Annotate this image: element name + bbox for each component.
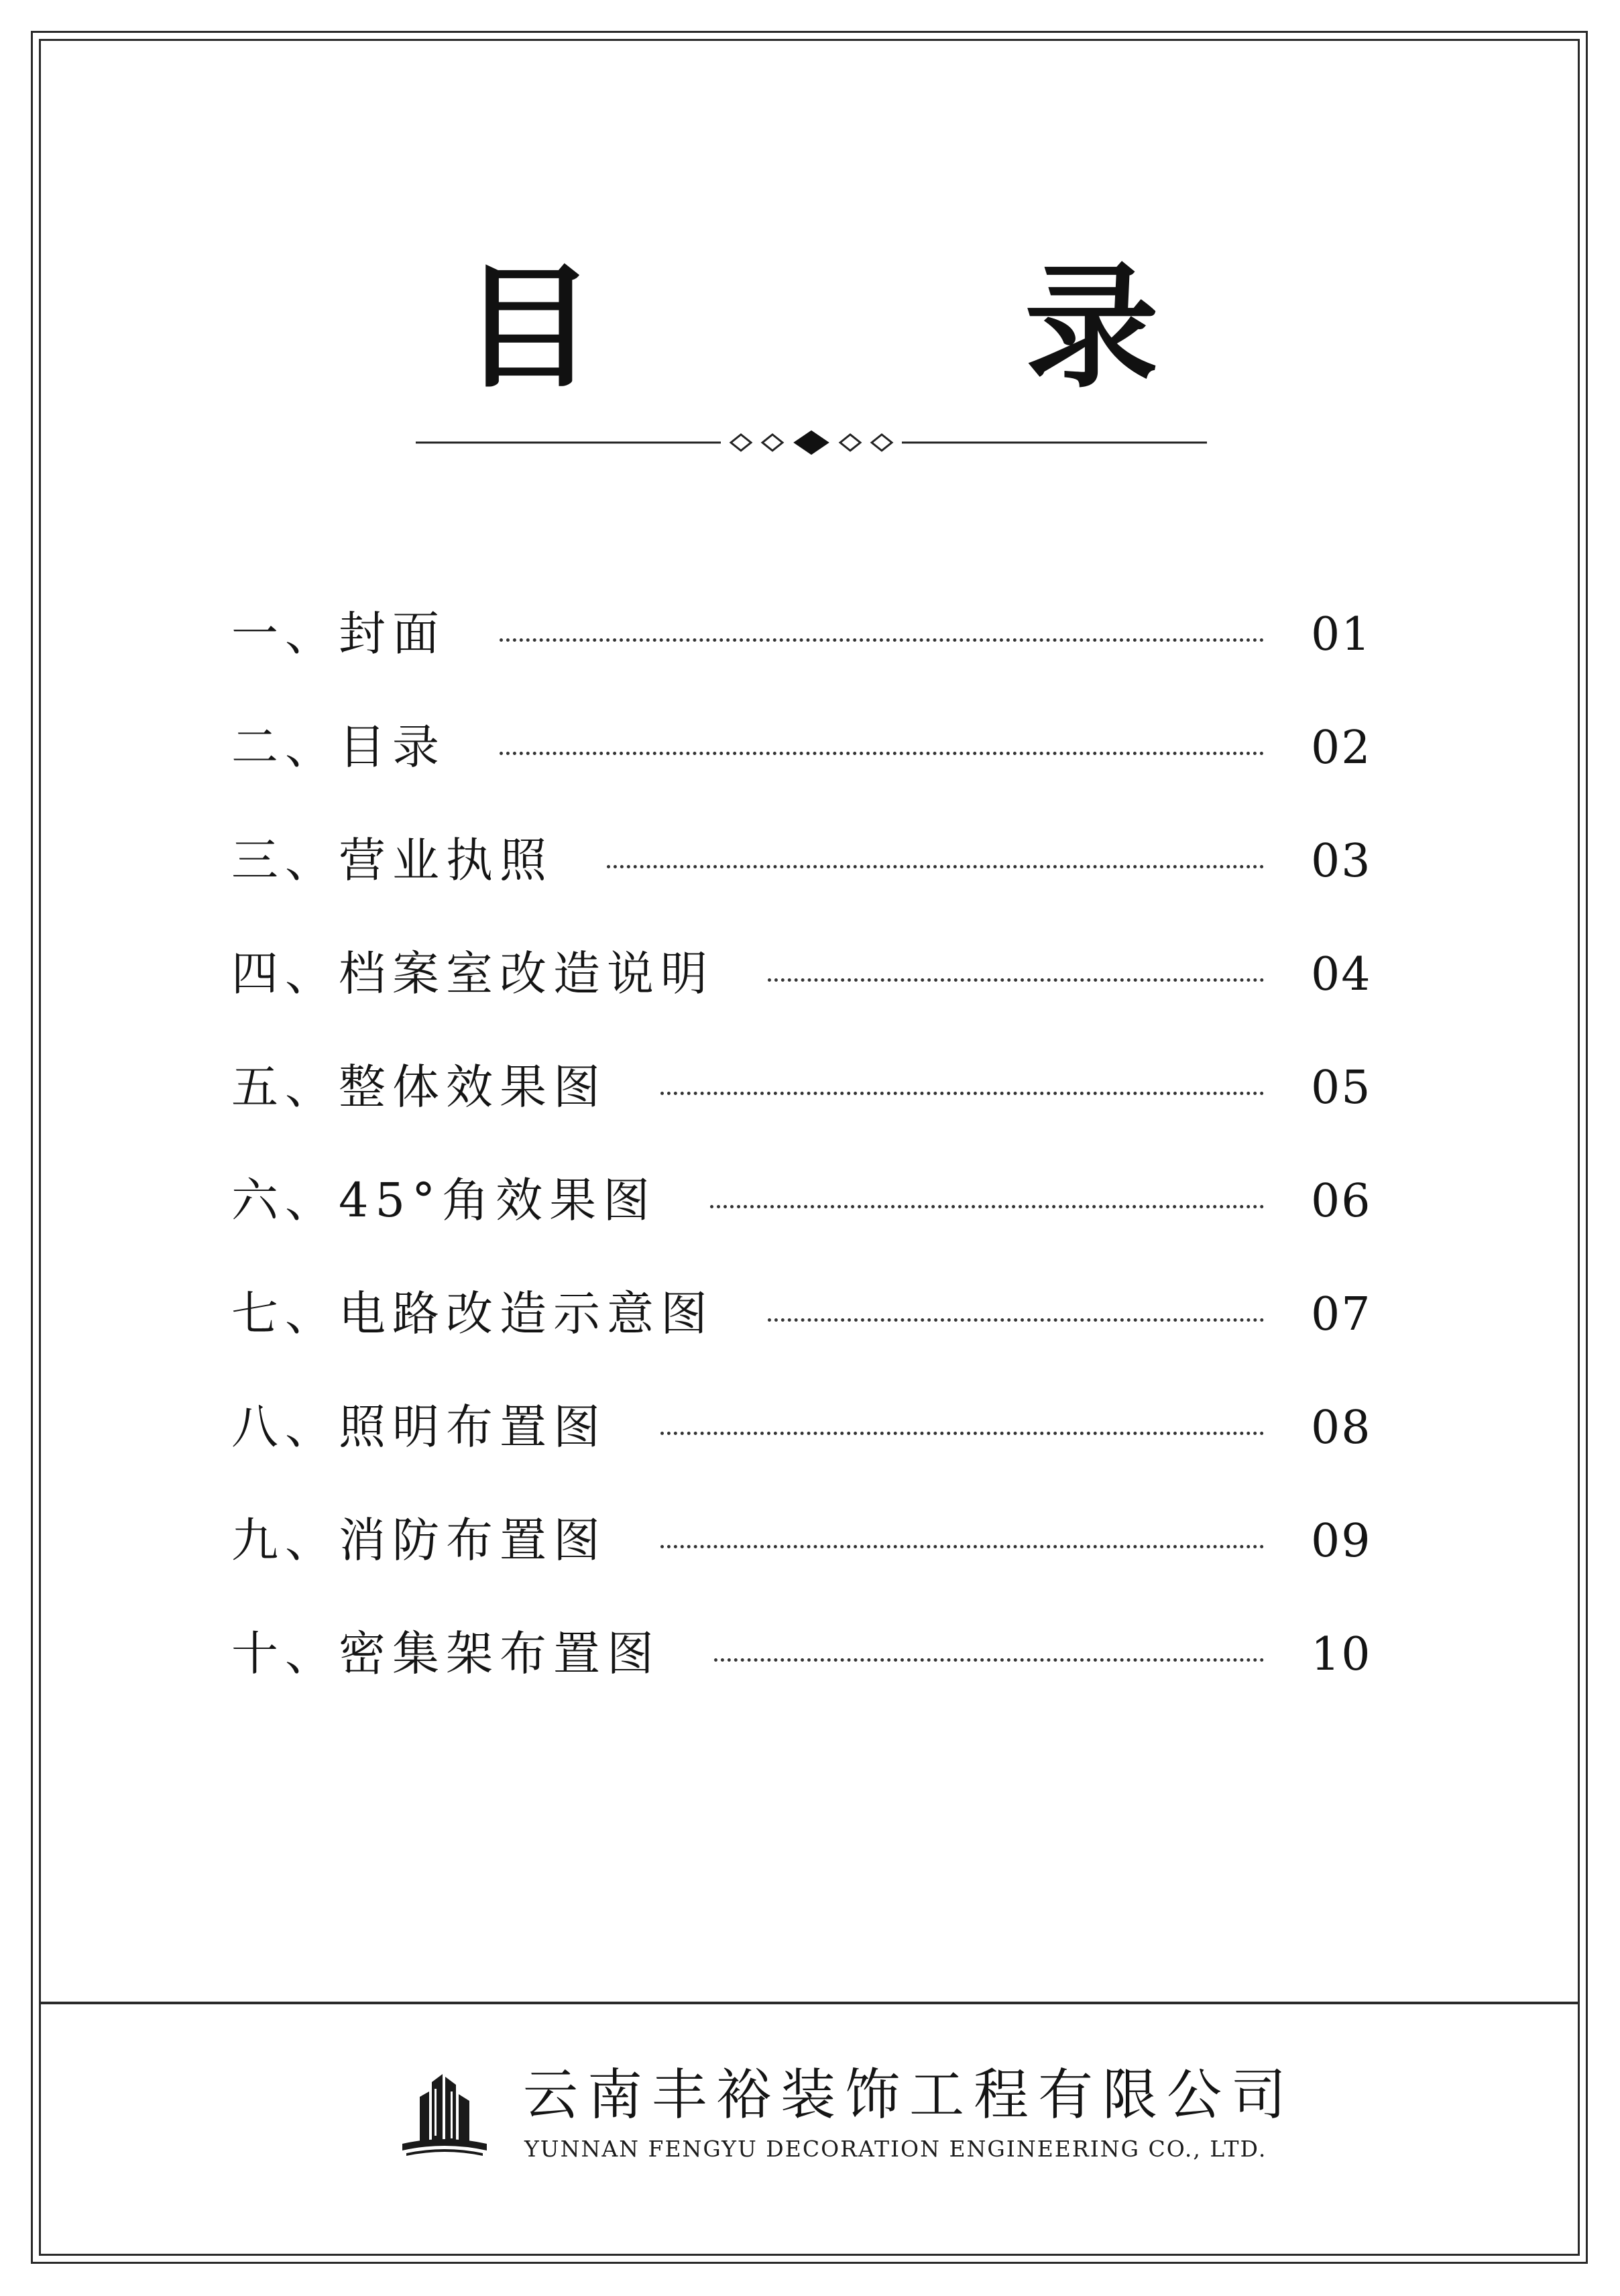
company-name-chinese: 云南丰裕装饰工程有限公司 [523, 2063, 1296, 2127]
toc-leader-dots [660, 1432, 1264, 1435]
toc-leader-dots [660, 1092, 1264, 1095]
toc-leader-dots [710, 1205, 1264, 1208]
toc-entry-page: 08 [1311, 1401, 1372, 1454]
toc-entry[interactable] [231, 1280, 1371, 1393]
toc-entry-label: 三、营业执照 [231, 833, 553, 888]
toc-entry-label: 二、目录 [231, 720, 446, 774]
toc-entry[interactable] [231, 600, 1371, 713]
toc-entry[interactable] [231, 1393, 1371, 1507]
toc-leader-dots [500, 638, 1264, 642]
ornament-divider [416, 429, 1207, 456]
toc-entry-page: 07 [1311, 1288, 1372, 1341]
toc-leader-dots [660, 1545, 1264, 1548]
table-of-contents [231, 600, 1371, 1733]
toc-entry-page: 04 [1311, 948, 1372, 1001]
toc-entry-label: 五、整体效果图 [231, 1059, 607, 1114]
page-title: 目 录 [461, 250, 1306, 406]
toc-entry-page: 03 [1311, 835, 1372, 888]
toc-entry-page: 01 [1311, 608, 1372, 661]
toc-entry-label: 一、封面 [231, 606, 446, 661]
toc-entry[interactable] [231, 1053, 1371, 1167]
building-logo-icon [394, 2062, 495, 2163]
toc-entry[interactable] [231, 940, 1371, 1053]
toc-entry-page: 06 [1311, 1175, 1372, 1228]
toc-leader-dots [714, 1658, 1264, 1662]
toc-entry[interactable] [231, 1167, 1371, 1280]
toc-entry-label: 八、照明布置图 [231, 1399, 607, 1454]
toc-entry-label: 四、档案室改造说明 [231, 946, 714, 1001]
toc-entry-page: 02 [1311, 722, 1372, 774]
toc-leader-dots [768, 978, 1264, 982]
toc-entry-label: 六、45°角效果图 [231, 1173, 657, 1228]
toc-entry-label: 十、密集架布置图 [231, 1626, 660, 1681]
toc-entry[interactable] [231, 1620, 1371, 1733]
toc-entry[interactable] [231, 1507, 1371, 1620]
toc-entry-page: 05 [1311, 1061, 1372, 1114]
toc-entry-page: 09 [1311, 1515, 1372, 1568]
toc-entry-label: 七、电路改造示意图 [231, 1286, 714, 1341]
toc-leader-dots [768, 1318, 1264, 1322]
toc-leader-dots [500, 752, 1264, 755]
footer-divider [39, 2002, 1580, 2004]
company-name-english: YUNNAN FENGYU DECORATION ENGINEERING CO., LTD. [524, 2136, 1267, 2162]
toc-leader-dots [607, 865, 1264, 868]
toc-entry-label: 九、消防布置图 [231, 1513, 607, 1568]
toc-entry-page: 10 [1311, 1628, 1372, 1681]
toc-entry[interactable] [231, 713, 1371, 827]
toc-entry[interactable] [231, 827, 1371, 940]
